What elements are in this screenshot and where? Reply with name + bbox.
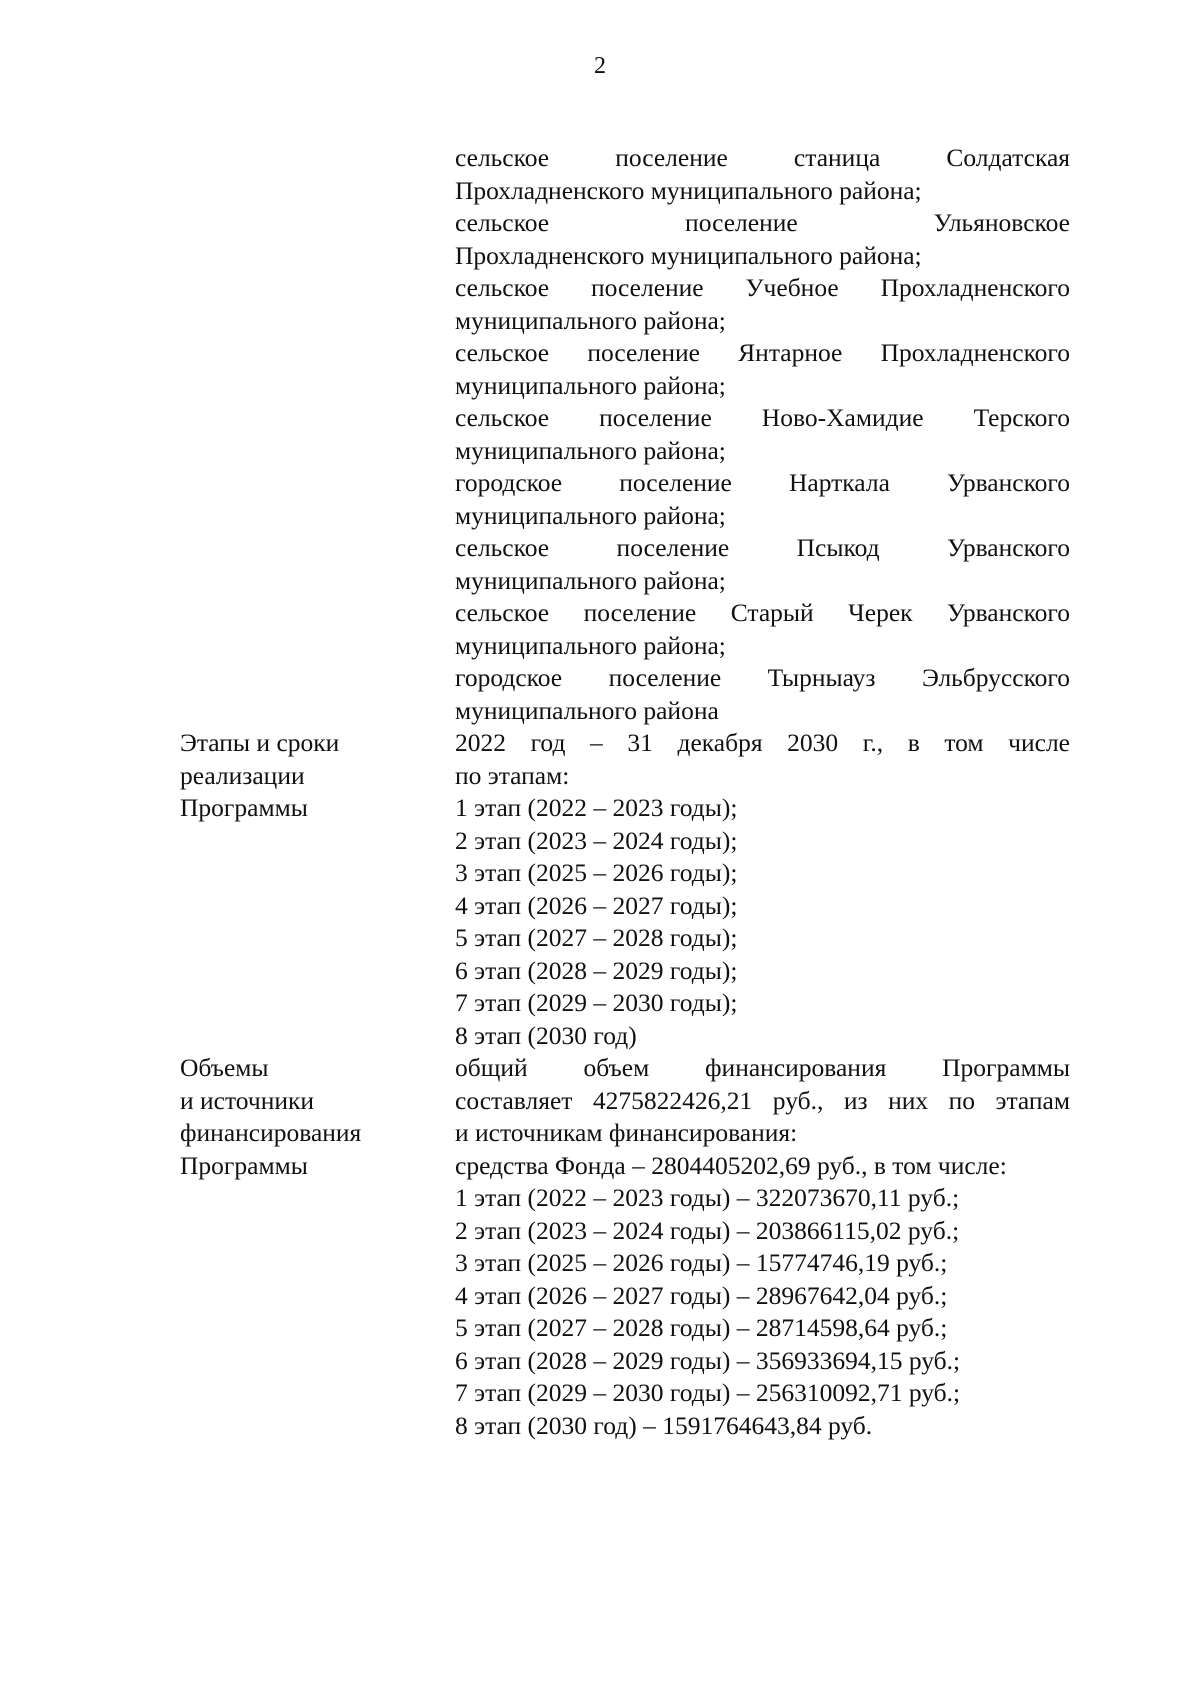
section-value [455,1052,1070,1442]
text-line: 5 этап (2027 – 2028 годы) – 28714598,64 руб.; [455,1313,948,1342]
label-line: Объемы [180,1053,269,1082]
page-number: 2 [594,53,606,79]
text-line: составляет 4275822426,21 руб., из них по этапам [455,1085,1070,1115]
text-line: 6 этап (2028 – 2029 годы) – 356933694,15 руб.; [455,1345,961,1375]
text-line: муниципального района; [455,305,726,335]
text-line: 1 этап (2022 – 2023 годы) – 322073670,11 руб.; [455,1183,960,1212]
label-line: Этапы и сроки [180,728,340,757]
text-line: по этапам: [455,760,570,790]
text-line: муниципального района [455,695,719,725]
label-line: Программы [180,1150,308,1180]
text-line: 3 этап (2025 – 2026 годы); [455,858,738,887]
text-line: муниципального района; [455,565,726,595]
text-line: 2022 год – 31 декабря 2030 г., в том числе [455,728,1070,757]
text-line: 2 этап (2023 – 2024 годы) – 203866115,02 руб.; [455,1215,960,1245]
section-value [455,727,1070,1052]
section-label [180,1052,455,1182]
text-line: 8 этап (2030 год) [455,1020,637,1050]
text-line: муниципального района; [455,435,726,465]
section-label [180,727,455,825]
text-line: городское поселение Тырныауз Эльбрусского [455,663,1070,692]
funding-row [180,1052,1070,1442]
text-line: муниципального района; [455,630,726,660]
text-line: сельское поселение Старый Черек Урванского [455,598,1070,627]
passport-table [180,142,1070,1442]
text-line: сельское поселение Учебное Прохладненского [455,273,1070,302]
label-line: финансирования [180,1118,362,1147]
text-line: 1 этап (2022 – 2023 годы); [455,793,738,822]
text-line: 3 этап (2025 – 2026 годы) – 15774746,19 руб.; [455,1248,948,1277]
stages-row [180,727,1070,1052]
label-line: и источники [180,1085,315,1115]
text-line: Прохладненского муниципального района; [455,175,922,205]
text-line: сельское поселение Ново-Хамидие Терского [455,403,1070,432]
text-line: и источникам финансирования: [455,1118,798,1147]
text-line: муниципального района; [455,500,726,530]
text-line: 8 этап (2030 год) – 1591764643,84 руб. [455,1410,873,1440]
text-line: 7 этап (2029 – 2030 годы); [455,988,738,1017]
text-line: Прохладненского муниципального района; [455,240,922,270]
label-line: реализации [180,760,305,790]
text-line: общий объем финансирования Программы [455,1053,1070,1082]
text-line: городское поселение Нарткала Урванского [455,468,1070,497]
text-line: сельское поселение Янтарное Прохладненского [455,338,1070,367]
text-line: 5 этап (2027 – 2028 годы); [455,923,738,952]
text-line: 4 этап (2026 – 2027 годы) – 28967642,04 руб.; [455,1280,948,1310]
participants-row [180,142,1070,727]
section-value [455,142,1070,727]
text-line: муниципального района; [455,370,726,400]
text-line: 2 этап (2023 – 2024 годы); [455,825,738,855]
text-line: 7 этап (2029 – 2030 годы) – 256310092,71 руб.; [455,1378,961,1407]
text-line: 4 этап (2026 – 2027 годы); [455,890,738,920]
text-line: сельское поселение Псыкод Урванского [455,533,1070,562]
text-line: средства Фонда – 2804405202,69 руб., в том числе: [455,1150,1007,1180]
text-line: 6 этап (2028 – 2029 годы); [455,955,738,985]
label-line: Программы [180,793,308,822]
text-line: сельское поселение станица Солдатская [455,143,1070,172]
text-line: сельское поселение Ульяновское [455,208,1070,237]
